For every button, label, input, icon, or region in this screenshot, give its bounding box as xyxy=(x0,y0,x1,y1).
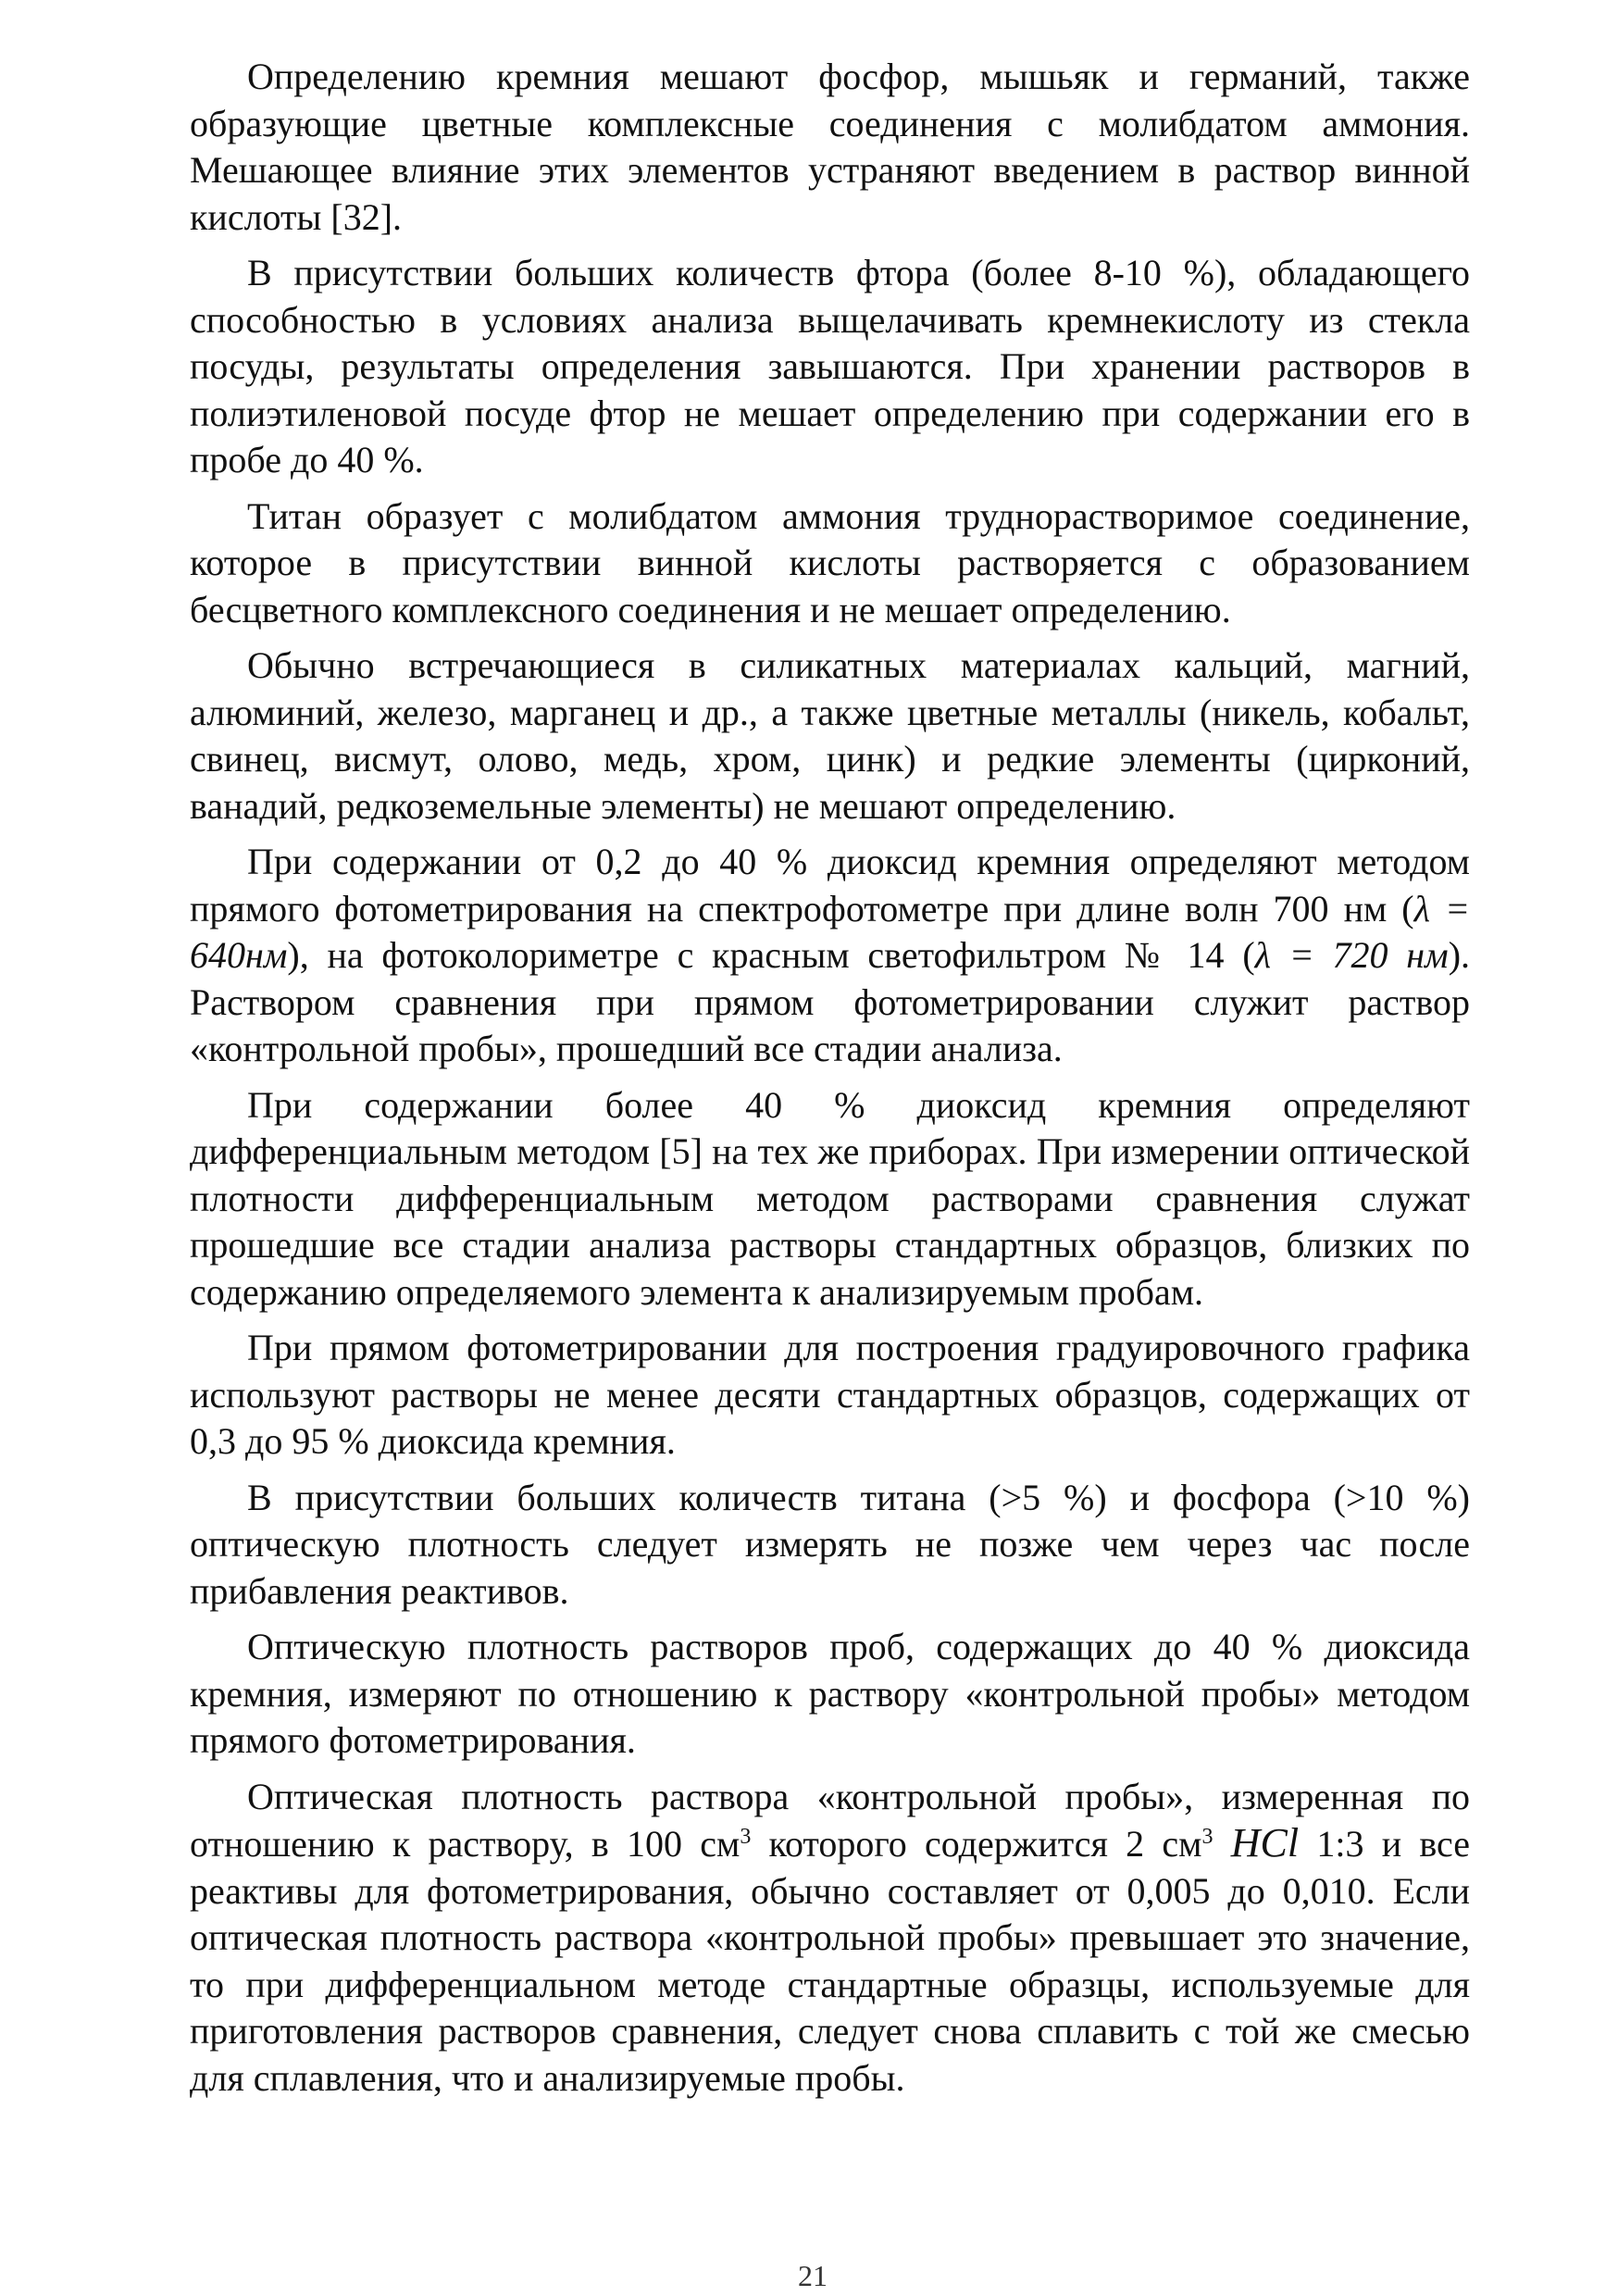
text-segment: которого содержится 2 см xyxy=(751,1823,1202,1865)
paragraph-non-interfering-elements: Обычно встречающиеся в силикатных материалах кальций, магний, алюминий, железо, марганец и др., а также цветные металлы (никель, кобальт, свинец, висмут, олово, медь, хром, цинк) и редкие элементы (цирконий, ванадий, редкоземельные элементы) не мешают определению. xyxy=(190,644,1470,827)
paragraph-fluorine: В присутствии больших количеств фтора (более 8-10 %), обладающего способностью в условиях анализа выщелачивать кремнекислоту из стекла посуды, результаты определения завышаются. При хранении растворов в полиэтиленовой посуде фтор не мешает определению при содержании его в пробе до 40 %. xyxy=(190,252,1470,480)
paragraph-titanium: Титан образует с молибдатом аммония труднорастворимое соединение, которое в присутствии винной кислоты растворяется с образованием бесцветного комплексного соединения и не мешает определению. xyxy=(190,494,1470,630)
text-segment: При содержании от 0,2 до 40 % диоксид кремния определяют методом прямого фотометрирования на спектрофотометре при длине волн 700 нм ( xyxy=(190,841,1470,930)
paragraph-optical-density-samples: Оптическую плотность растворов проб, содержащих до 40 % диоксида кремния, измеряют по отношению к раствору «контрольной пробы» методом прямого фотометрирования. xyxy=(190,1626,1470,1761)
text-segment: Оптическая плотность раствора «контрольной пробы», измеренная по отношению к раствору, в 100 см xyxy=(190,1775,1470,1865)
superscript: 3 xyxy=(740,1825,752,1849)
paragraph-differential-method: При содержании более 40 % диоксид кремния определяют дифференциальным методом [5] на тех же приборах. При измерении оптической плотности дифференциальным методом растворами сравнения служат прошедшие все стадии анализа растворы стандартных образцов, близких по содержанию определяемого элемента к анализируемым пробам. xyxy=(190,1083,1470,1313)
paragraph-control-sample xyxy=(190,1774,1470,2103)
paragraph-interference: Определению кремния мешают фосфор, мышьяк и германий, также образующие цветные комплексные соединения с молибдатом аммония. Мешающее влияние этих элементов устраняют введением в раствор винной кислоты [32]. xyxy=(190,56,1470,238)
text-segment: ). Раствором сравнения при прямом фотометрировании служит раствор «контрольной пробы», прошедший все стадии анализа. xyxy=(190,934,1471,1069)
superscript: 3 xyxy=(1201,1825,1214,1849)
wavelength-formula: λ = 720 нм xyxy=(1254,934,1449,976)
document-page xyxy=(190,54,1470,2111)
paragraph-direct-photometry xyxy=(190,839,1470,1073)
text-segment: 1:3 и все реактивы для фотометрирования, обычно составляет от 0,005 до 0,010. Если оптическая плотность раствора «контрольной пробы» превышает это значение, то при дифференциальном методе стандартные образцы, используемые для приготовления растворов сравнения, следует снова сплавить с той же смесью для сплавления, что и анализируемые пробы. xyxy=(190,1823,1471,2099)
text-segment: ), на фотоколориметре с красным светофильтром № 14 ( xyxy=(287,934,1255,976)
chemical-formula: HCl xyxy=(1230,1820,1300,1866)
paragraph-titanium-phosphorus: В присутствии больших количеств титана (>5 %) и фосфора (>10 %) оптическую плотность следует измерять не позже чем через час после прибавления реактивов. xyxy=(190,1476,1470,1612)
page-number: 21 xyxy=(798,2259,828,2292)
wavelength-formula: λ = 640нм xyxy=(190,887,1470,976)
paragraph-calibration-graph: При прямом фотометрировании для построения градуировочного графика используют растворы не менее десяти стандартных образцов, содержащих от 0,3 до 95 % диоксида кремния. xyxy=(190,1327,1470,1462)
